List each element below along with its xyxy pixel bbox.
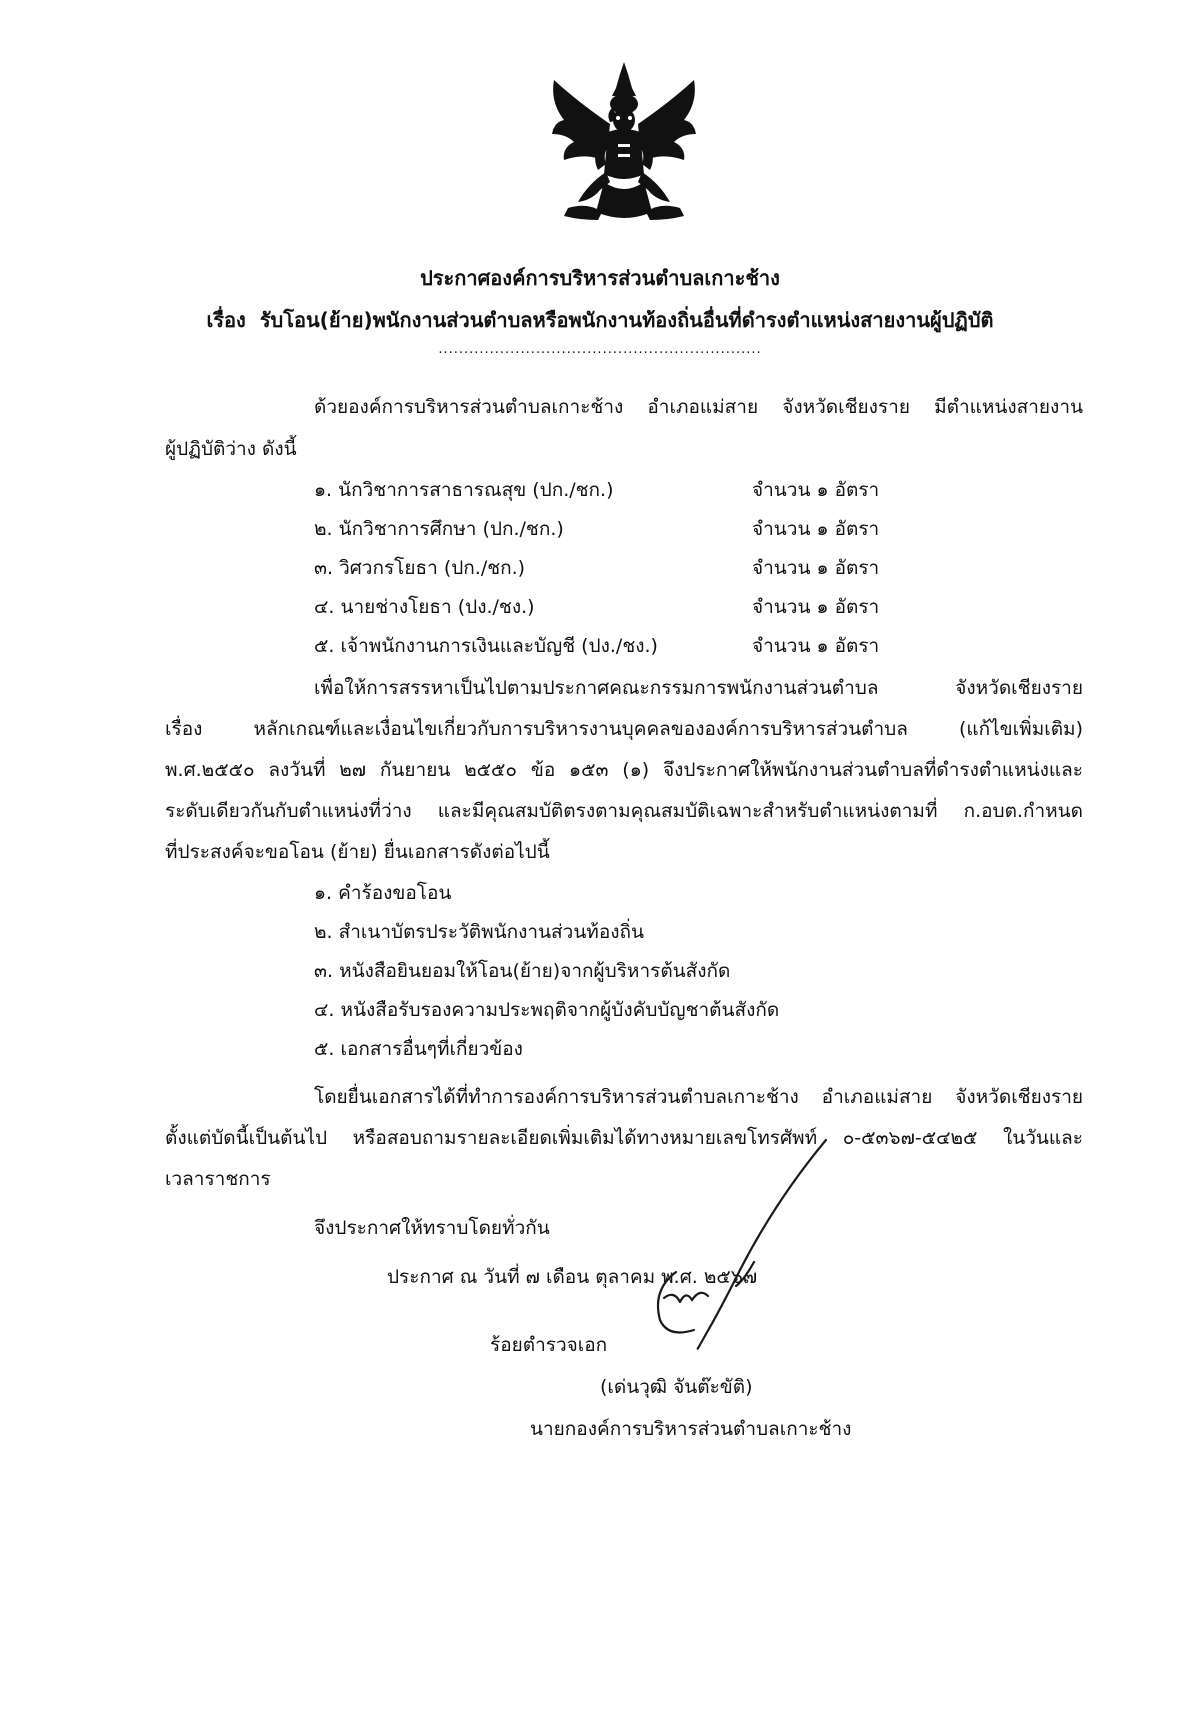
- signature-icon: [636, 1120, 856, 1360]
- criteria-line-4: ระดับเดียวกันกับตำแหน่งที่ว่าง และมีคุณสมบัติตรงตามคุณสมบัติเฉพาะสำหรับตำแหน่งตามที่ ก.อบต.กำหนด: [165, 800, 1083, 822]
- garuda-emblem-icon: [548, 62, 700, 224]
- criteria-line-2: เรื่อง หลักเกณฑ์และเงื่อนไขเกี่ยวกับการบริหารงานบุคคลขององค์การบริหารส่วนตำบล (แก้ไขเพิ่มเติม): [165, 718, 1083, 740]
- announce-date: ประกาศ ณ วันที่ ๗ เดือน ตุลาคม พ.ศ. ๒๕๖๗: [387, 1266, 758, 1288]
- announcement-title: ประกาศองค์การบริหารส่วนตำบลเกาะช้าง: [420, 266, 780, 290]
- announce-line: จึงประกาศให้ทราบโดยทั่วกัน: [314, 1217, 550, 1239]
- position-title-4: ๔. นายช่างโยธา (ปง./ชง.): [314, 596, 535, 618]
- criteria-line-1: เพื่อให้การสรรหาเป็นไปตามประกาศคณะกรรมการพนักงานส่วนตำบล จังหวัดเชียงราย: [314, 677, 1083, 699]
- signatory-rank: ร้อยตำรวจเอก: [490, 1334, 608, 1356]
- position-count-2: จำนวน ๑ อัตรา: [752, 518, 880, 540]
- intro-line-1: ด้วยองค์การบริหารส่วนตำบลเกาะช้าง อำเภอแม่สาย จังหวัดเชียงราย มีตำแหน่งสายงาน: [314, 396, 1083, 418]
- title-separator: ...............................................................: [438, 342, 762, 357]
- document-item-3: ๓. หนังสือยินยอมให้โอน(ย้าย)จากผู้บริหารต้นสังกัด: [314, 960, 731, 982]
- signatory-name: (เด่นวุฒิ จันต๊ะขัติ): [600, 1376, 753, 1398]
- submission-line-1: โดยยื่นเอกสารได้ที่ทำการองค์การบริหารส่วนตำบลเกาะช้าง อำเภอแม่สาย จังหวัดเชียงราย: [314, 1086, 1083, 1108]
- criteria-line-5: ที่ประสงค์จะขอโอน (ย้าย) ยื่นเอกสารดังต่อไปนี้: [165, 841, 550, 863]
- intro-line-2: ผู้ปฏิบัติว่าง ดังนี้: [165, 438, 297, 460]
- submission-line-2: ตั้งแต่บัดนี้เป็นต้นไป หรือสอบถามรายละเอียดเพิ่มเติมได้ทางหมายเลขโทรศัพท์ ๐-๕๓๖๗-๕๔๒๕ ในวันและ: [165, 1127, 1083, 1149]
- position-title-3: ๓. วิศวกรโยธา (ปก./ชก.): [314, 557, 526, 579]
- submission-line-3: เวลาราชการ: [165, 1168, 271, 1190]
- subject-text: รับโอน(ย้าย)พนักงานส่วนตำบลหรือพนักงานท้องถิ่นอื่นที่ดำรงตำแหน่งสายงานผู้ปฏิบัติ: [259, 308, 994, 332]
- document-item-1: ๑. คำร้องขอโอน: [314, 882, 452, 904]
- position-count-1: จำนวน ๑ อัตรา: [752, 479, 880, 501]
- document-item-4: ๔. หนังสือรับรองความประพฤติจากผู้บังคับบัญชาต้นสังกัด: [314, 999, 780, 1021]
- criteria-line-3: พ.ศ.๒๕๕๐ ลงวันที่ ๒๗ กันยายน ๒๕๕๐ ข้อ ๑๕๓ (๑) จึงประกาศให้พนักงานส่วนตำบลที่ดำรงตำแหน่งและ: [165, 759, 1083, 781]
- position-title-5: ๕. เจ้าพนักงานการเงินและบัญชี (ปง./ชง.): [314, 635, 658, 657]
- position-title-2: ๒. นักวิชาการศึกษา (ปก./ชก.): [314, 518, 564, 540]
- announcement-subject: [0, 304, 1200, 336]
- position-count-5: จำนวน ๑ อัตรา: [752, 635, 880, 657]
- position-count-4: จำนวน ๑ อัตรา: [752, 596, 880, 618]
- signatory-position: นายกองค์การบริหารส่วนตำบลเกาะช้าง: [530, 1418, 852, 1440]
- document-item-5: ๕. เอกสารอื่นๆที่เกี่ยวข้อง: [314, 1038, 523, 1060]
- position-count-3: จำนวน ๑ อัตรา: [752, 557, 880, 579]
- subject-prefix: เรื่อง: [206, 308, 246, 332]
- document-item-2: ๒. สำเนาบัตรประวัติพนักงานส่วนท้องถิ่น: [314, 921, 645, 943]
- position-title-1: ๑. นักวิชาการสาธารณสุข (ปก./ชก.): [314, 479, 614, 501]
